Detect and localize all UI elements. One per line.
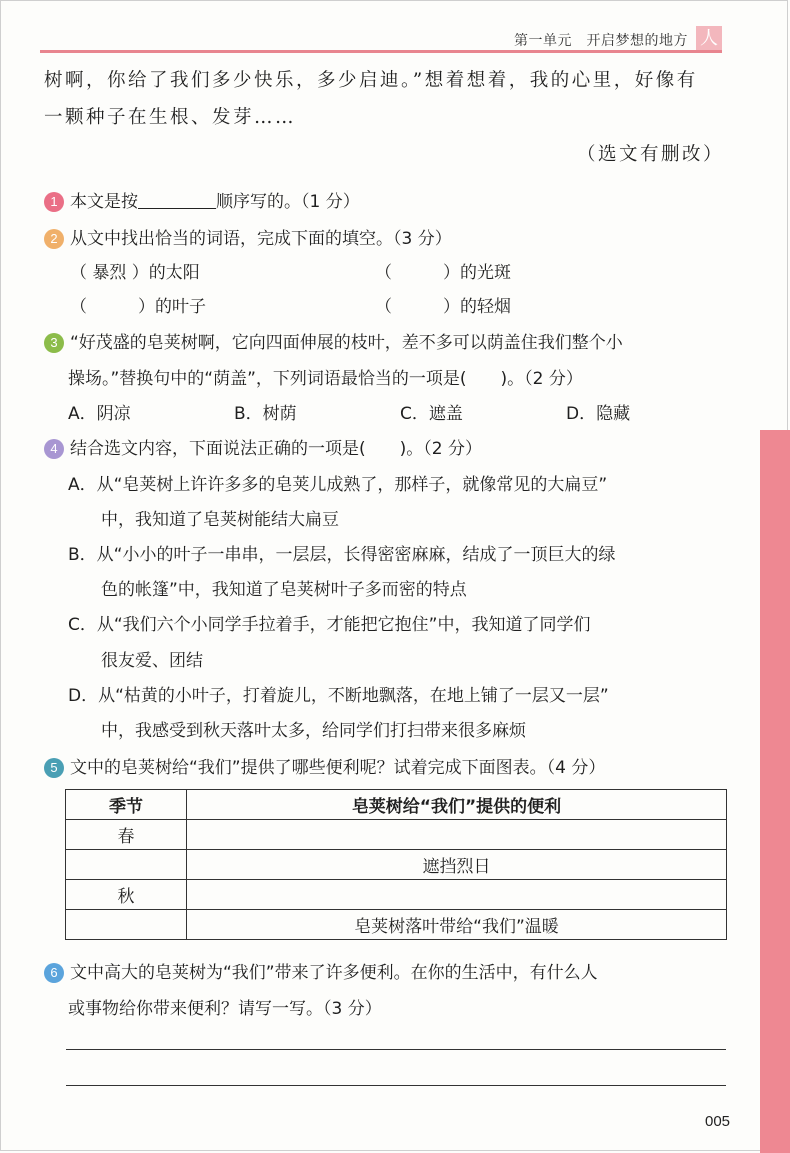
header-unit: 第一单元 [514,33,572,49]
page-header [40,28,722,50]
q3-option-d[interactable]: D．隐藏 [566,404,631,424]
q4-option-c-cont: 很友爱、团结 [101,651,203,671]
question-number-badge: 2 [44,229,64,249]
q3-line-2: 操场。”替换句中的“荫盖”，下列词语最恰当的一项是( )。（2 分） [68,369,583,389]
table-cell-benefit[interactable] [187,820,727,850]
table-header-benefit: 皂荚树给“我们”提供的便利 [187,790,727,820]
question-number-badge: 6 [44,963,64,983]
q3-option-b[interactable]: B．树荫 [234,404,297,424]
q4-option-b[interactable]: B．从“小小的叶子一串串，一层层，长得密密麻麻，结成了一顶巨大的绿 [68,545,616,565]
question-4 [44,434,482,459]
q4-option-d-cont: 中，我感受到秋天落叶太多，给同学们打扫带来很多麻烦 [101,721,526,741]
question-number-badge: 3 [44,333,64,353]
table-cell-benefit: 皂荚树落叶带给“我们”温暖 [187,910,727,940]
table-header-row [66,790,727,820]
table-cell-season: 秋 [66,880,187,910]
question-2 [44,224,452,249]
answer-line-2[interactable] [66,1085,726,1086]
table-cell-season: 春 [66,820,187,850]
table-row [66,850,727,880]
header-title: 开启梦想的地方 [586,33,688,49]
q6-line-1: 文中高大的皂荚树为“我们”带来了许多便利。在你的生活中，有什么人 [70,963,598,983]
q4-option-b-cont: 色的帐篷”中，我知道了皂荚树叶子多而密的特点 [101,580,467,600]
q4-option-a-cont: 中，我知道了皂荚树能结大扁豆 [101,510,339,530]
q2-text: 从文中找出恰当的词语，完成下面的填空。（3 分） [70,229,452,249]
answer-line-1[interactable] [66,1049,726,1050]
header-text [514,30,688,50]
q3-line-1: “好茂盛的皂荚树啊，它向四面伸展的枝叶，差不多可以荫盖住我们整个小 [70,333,623,353]
q3-option-a[interactable]: A．阴凉 [68,404,131,424]
q5-table [65,789,727,940]
q2-item-4[interactable]: （ ）的轻烟 [375,297,511,317]
question-6 [44,958,598,983]
q4-option-c[interactable]: C．从“我们六个小同学手拉着手，才能把它抱住”中，我知道了同学们 [68,615,591,635]
page-number: 005 [705,1113,731,1130]
question-1 [44,187,360,212]
passage-line-1: 树啊，你给了我们多少快乐，多少启迪。”想着想着，我的心里，好像有 [44,70,698,91]
q3-option-c[interactable]: C．遮盖 [400,404,463,424]
q2-item-3[interactable]: （ ）的叶子 [70,297,206,317]
table-cell-season[interactable] [66,910,187,940]
table-cell-season[interactable] [66,850,187,880]
question-5 [44,753,605,778]
question-number-badge: 1 [44,192,64,212]
table-cell-benefit: 遮挡烈日 [187,850,727,880]
passage-source: （选文有删改） [576,144,724,165]
q6-line-2: 或事物给你带来便利？请写一写。（3 分） [68,999,382,1019]
side-tab [760,430,790,1153]
question-number-badge: 5 [44,758,64,778]
q4-option-a[interactable]: A．从“皂荚树上许许多多的皂荚儿成熟了，那样子，就像常见的大扁豆” [68,475,608,495]
q4-option-d[interactable]: D．从“枯黄的小叶子，打着旋儿，不断地飘落，在地上铺了一层又一层” [68,686,609,706]
q2-item-1[interactable]: （ 暴烈 ）的太阳 [70,263,200,283]
q1-text-post: 顺序写的。（1 分） [216,192,360,212]
q4-text: 结合选文内容，下面说法正确的一项是( )。（2 分） [70,439,482,459]
q1-blank[interactable] [138,192,216,209]
table-cell-benefit[interactable] [187,880,727,910]
table-row [66,880,727,910]
passage-line-2: 一颗种子在生根、发芽…… [44,107,297,128]
table-row [66,820,727,850]
table-row [66,910,727,940]
table-header-season: 季节 [66,790,187,820]
q2-item-2[interactable]: （ ）的光斑 [375,263,511,283]
q5-text: 文中的皂荚树给“我们”提供了哪些便利呢？试着完成下面图表。（4 分） [70,758,606,778]
question-3 [44,328,623,353]
header-rule [40,50,722,53]
question-number-badge: 4 [44,439,64,459]
header-mark: 人 [696,26,722,52]
q1-text-pre: 本文是按 [70,192,138,212]
